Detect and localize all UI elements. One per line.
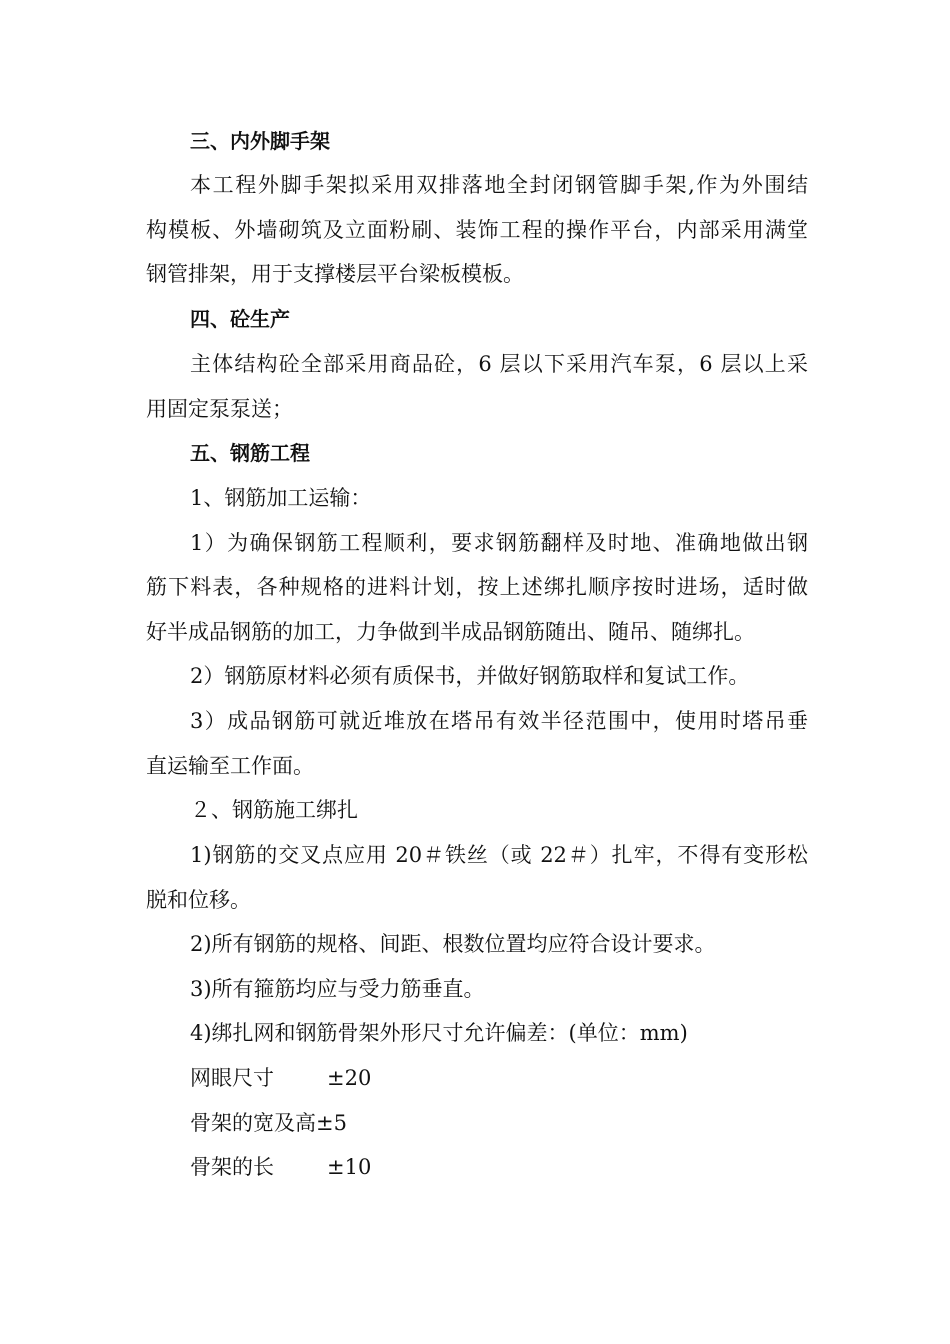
tolerance-label: 骨架的长: [190, 1155, 274, 1179]
paragraph-line: 本工程外脚手架拟采用双排落地全封闭钢管脚手架,作为外围结: [190, 173, 808, 197]
paragraph-line: 2)所有钢筋的规格、间距、根数位置均应符合设计要求。: [190, 932, 716, 956]
section-5-heading: 五、钢筋工程: [190, 441, 310, 465]
paragraph-line: 直运输至工作面。: [146, 754, 314, 778]
tolerance-value: ±10: [327, 1155, 372, 1179]
paragraph-line: 主体结构砼全部采用商品砼，6 层以下采用汽车泵，6 层以上采: [190, 352, 808, 376]
tolerance-label: 网眼尺寸: [190, 1066, 274, 1090]
paragraph-line: 钢管排架，用于支撑楼层平台梁板模板。: [146, 262, 524, 286]
subheading: 1、钢筋加工运输：: [190, 486, 372, 510]
paragraph-line: 3)所有箍筋均应与受力筋垂直。: [190, 977, 485, 1001]
section-4-heading: 四、砼生产: [190, 307, 290, 331]
tolerance-value: ±20: [327, 1066, 372, 1090]
subheading: ２、钢筋施工绑扎: [190, 798, 358, 822]
paragraph-line: 3）成品钢筋可就近堆放在塔吊有效半径范围中，使用时塔吊垂: [190, 709, 808, 733]
paragraph-line: 构模板、外墙砌筑及立面粉刷、装饰工程的操作平台，内部采用满堂: [146, 218, 808, 242]
tolerance-row: [190, 1108, 347, 1138]
section-3-heading: 三、内外脚手架: [190, 129, 330, 153]
tolerance-row: [190, 1152, 372, 1182]
paragraph-line: 2）钢筋原材料必须有质保书，并做好钢筋取样和复试工作。: [190, 664, 750, 688]
paragraph-line: 好半成品钢筋的加工，力争做到半成品钢筋随出、随吊、随绑扎。: [146, 620, 755, 644]
paragraph-line: 1）为确保钢筋工程顺利，要求钢筋翻样及时地、准确地做出钢: [190, 531, 808, 555]
tolerance-row: [190, 1063, 372, 1093]
tolerance-label: 骨架的宽及高±5: [190, 1111, 347, 1135]
paragraph-line: 用固定泵泵送；: [146, 397, 293, 421]
paragraph-line: 1)钢筋的交叉点应用 20＃铁丝（或 22＃）扎牢，不得有变形松: [190, 843, 808, 867]
paragraph-line: 筋下料表，各种规格的进料计划，按上述绑扎顺序按时进场，适时做: [146, 575, 808, 599]
paragraph-line: 脱和位移。: [146, 888, 251, 912]
paragraph-line: 4)绑扎网和钢筋骨架外形尺寸允许偏差：(单位：mm): [190, 1021, 688, 1045]
